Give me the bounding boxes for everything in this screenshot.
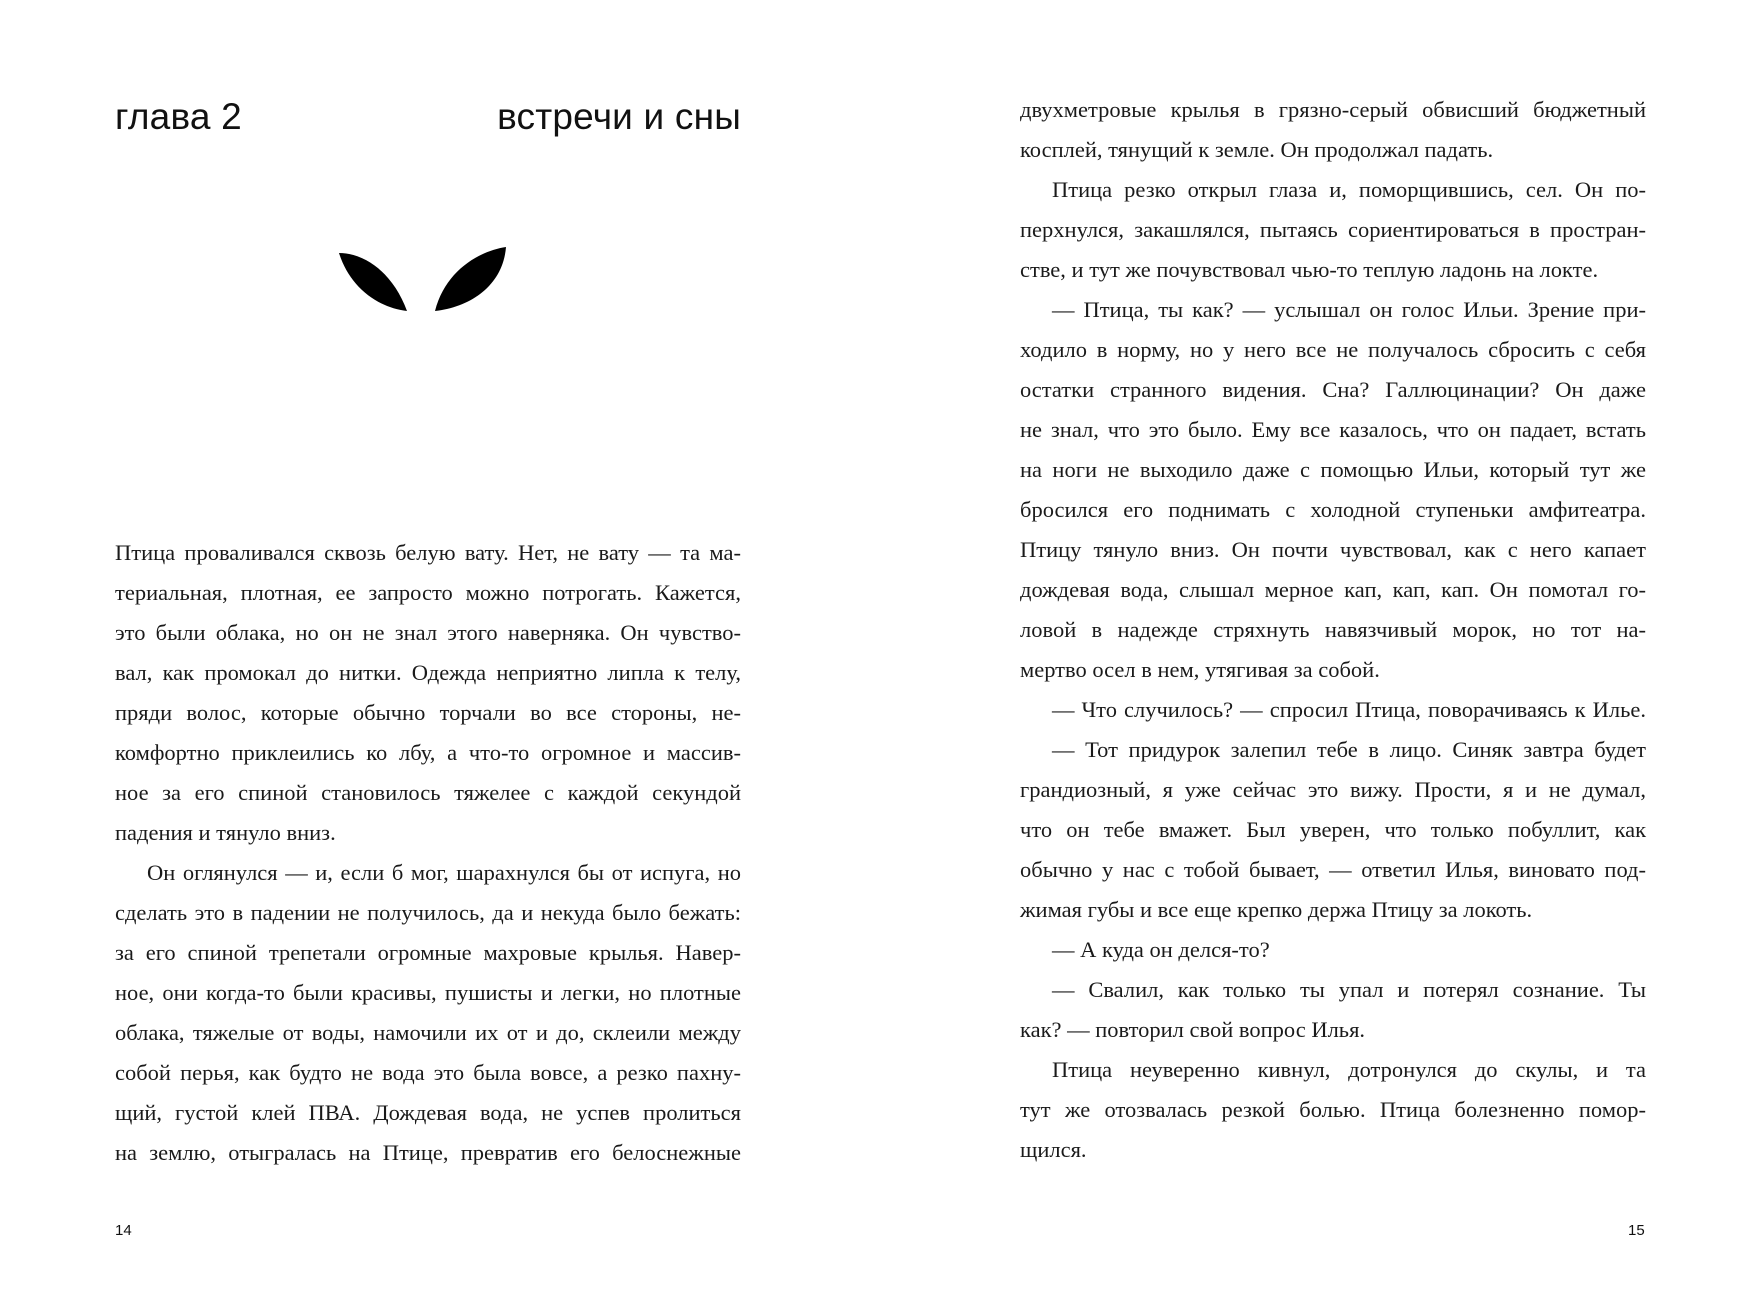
text-line: на землю, отыгралась на Птице, превратив его белоснежные (115, 1140, 741, 1165)
text-line: — А куда он делся-то? (1052, 937, 1270, 962)
text-line: перхнулся, закашлялся, пытаясь сориентироваться в простран- (1020, 217, 1646, 242)
left-body-text (115, 533, 741, 1173)
text-line: ловой в надежде стряхнуть навязчивый морок, но тот на- (1020, 617, 1646, 642)
text-line: — Птица, ты как? — услышал он голос Ильи. Зрение при- (1052, 297, 1646, 322)
text-line: сделать это в падении не получилось, да и некуда было бежать: (115, 900, 741, 925)
page-number-right: 15 (1628, 1222, 1645, 1239)
left-page (0, 0, 875, 1303)
text-line: грандиозный, я уже сейчас это вижу. Прости, я и не думал, (1020, 777, 1646, 802)
text-line: это были облака, но он не знал этого наверняка. Он чувство- (115, 620, 741, 645)
text-line: Птица резко открыл глаза и, поморщившись, сел. Он по- (1052, 177, 1646, 202)
text-line: дождевая вода, слышал мерное кап, кап, кап. Он помотал го- (1020, 577, 1646, 602)
right-body-text (1020, 90, 1646, 1170)
text-line: щился. (1020, 1137, 1087, 1162)
text-line: бросился его поднимать с холодной ступеньки амфитеатра. (1020, 497, 1646, 522)
text-line: двухметровые крылья в грязно-серый обвисший бюджетный (1020, 97, 1646, 122)
text-line: ное, они когда-то были красивы, пушисты и легки, но плотные (115, 980, 741, 1005)
chapter-header (115, 96, 741, 138)
text-line: остатки странного видения. Сна? Галлюцинации? Он даже (1020, 377, 1646, 402)
text-line: жимая губы и все еще крепко держа Птицу за локоть. (1020, 897, 1533, 922)
text-line: что он тебе вмажет. Был уверен, что только побуллит, как (1020, 817, 1646, 842)
text-line: Птица неуверенно кивнул, дотронулся до скулы, и та (1052, 1057, 1646, 1082)
text-line: за его спиной трепетали огромные махровые крылья. Навер- (115, 940, 741, 965)
text-line: падения и тянуло вниз. (115, 820, 336, 845)
chapter-title: встречи и сны (497, 96, 741, 137)
text-line: ное за его спиной становилось тяжелее с каждой секундой (115, 780, 741, 805)
text-line: обычно у нас с тобой бывает, — ответил Илья, виновато под- (1020, 857, 1646, 882)
chapter-label: глава 2 (115, 96, 242, 137)
text-line: тут же отозвалась резкой болью. Птица болезненно помор- (1020, 1097, 1646, 1122)
text-line: Птица проваливался сквозь белую вату. Нет, не вату — та ма- (115, 540, 741, 565)
text-line: вал, как промокал до нитки. Одежда неприятно липла к телу, (115, 660, 741, 685)
text-line: мертво осел в нем, утягивая за собой. (1020, 657, 1380, 682)
text-line: стве, и тут же почувствовал чью-то теплую ладонь на локте. (1020, 257, 1599, 282)
text-line: косплей, тянущий к земле. Он продолжал падать. (1020, 137, 1494, 162)
text-line: не знал, что это было. Ему все казалось, что он падает, встать (1020, 417, 1646, 442)
text-line: Он оглянулся — и, если б мог, шарахнулся бы от испуга, но (147, 860, 741, 885)
two-leaf-eyes-icon (335, 245, 510, 320)
text-line: облака, тяжелые от воды, намочили их от и до, склеили между (115, 1020, 741, 1045)
text-line: щий, густой клей ПВА. Дождевая вода, не успев пролиться (115, 1100, 741, 1125)
text-line: — Свалил, как только ты упал и потерял сознание. Ты (1052, 977, 1646, 1002)
text-line: комфортно приклеились ко лбу, а что-то огромное и массив- (115, 740, 741, 765)
text-line: — Тот придурок залепил тебе в лицо. Синяк завтра будет (1052, 737, 1646, 762)
text-line: как? — повторил свой вопрос Илья. (1020, 1017, 1366, 1042)
page-number-left: 14 (115, 1222, 132, 1239)
text-line: Птицу тянуло вниз. Он почти чувствовал, как с него капает (1020, 537, 1646, 562)
text-line: ходило в норму, но у него все не получалось сбросить с себя (1020, 337, 1646, 362)
text-line: — Что случилось? — спросил Птица, поворачиваясь к Илье. (1052, 697, 1646, 722)
text-line: териальная, плотная, ее запросто можно потрогать. Кажется, (115, 580, 741, 605)
text-line: собой перья, как будто не вода это была вовсе, а резко пахну- (115, 1060, 741, 1085)
text-line: на ноги не выходило даже с помощью Ильи, который тут же (1020, 457, 1646, 482)
text-line: пряди волос, которые обычно торчали во все стороны, не- (115, 700, 741, 725)
right-page (876, 0, 1751, 1303)
